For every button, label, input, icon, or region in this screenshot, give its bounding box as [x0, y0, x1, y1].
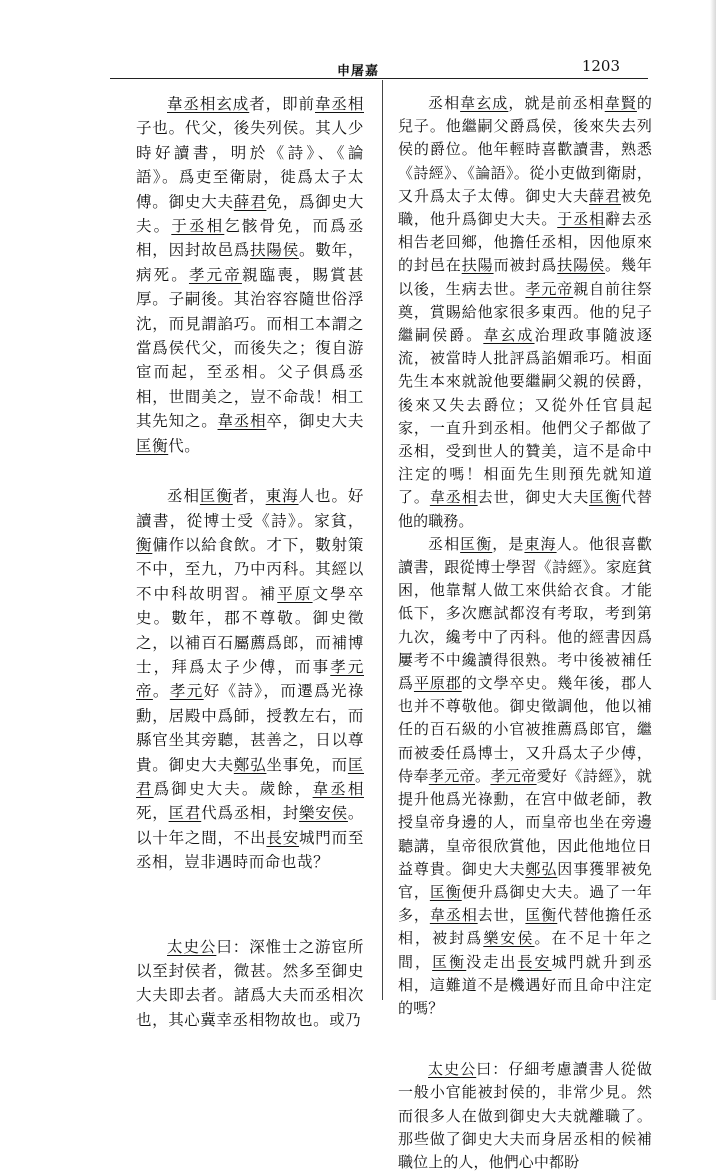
text-run: 愛好《詩經》，就提升他爲光祿勳，在宫中做老師，教授皇帝身邊的人，而皇帝也坐在旁邊聽講，皇帝很欣賞他，因此他地位日益尊貴。御史大夫: [398, 766, 652, 878]
proper-name: 孝元帝: [525, 279, 574, 298]
column-divider: [382, 80, 383, 1000]
text-run: 城門而至丞相，豈非遇時而命也哉？: [136, 828, 364, 872]
proper-name: 東海: [265, 487, 299, 506]
proper-name: 東海: [524, 534, 557, 553]
text-run: 傭作以給食飲。才下，數射策不中，至九，乃中丙科。其經以不中科故明習。補: [136, 535, 364, 603]
text-run: 被免職，他升爲御史大夫。: [398, 186, 653, 229]
text-run: 好《詩》，而遷爲光祿勳，居殿中爲師，授教左右，而縣官坐其旁聽，甚善之，日以尊貴。御史大夫: [136, 682, 364, 774]
proper-name: 匡衡: [432, 952, 467, 971]
proper-name: 扶陽侯: [557, 256, 606, 275]
text-run: 城門就升到丞相，這難道不是機遇好而且命中注定的嗎？: [398, 952, 652, 1017]
text-run: 代。: [168, 436, 201, 455]
proper-name: 長安: [266, 828, 299, 847]
text-run: 的文學卒史。幾年後，郡人也并不尊敬他。御史徵調他，他以補任的百石級的小官被推薦爲郎官，繼而被委任爲博士，又升爲太子少傅，侍奉: [398, 674, 652, 785]
proper-name: 韋丞相: [217, 412, 267, 431]
proper-name: 孝元: [169, 682, 204, 701]
proper-name: 韋丞相: [315, 95, 364, 113]
proper-name: 匡衡: [136, 436, 169, 455]
text-run: 代替他擔任丞相，被封爲: [398, 906, 653, 948]
proper-name: 孝元帝: [188, 265, 242, 284]
proper-name: 太史公: [428, 1060, 477, 1079]
text-run: 卒，御史大夫: [266, 412, 364, 431]
proper-name: 扶陽侯: [250, 241, 299, 260]
text-run: 没走出: [466, 952, 518, 971]
text-run: 親自前往祭奠，賞賜給他家很多東西。他的兒子繼嗣侯爵。: [398, 279, 652, 345]
text-run: 而被封爲: [493, 256, 558, 275]
proper-name: 衡: [136, 535, 153, 554]
proper-name: 于丞相: [557, 210, 606, 229]
text-run: 免，爲御史大夫。: [136, 192, 364, 236]
text-run: 因事獲罪被免官，: [398, 859, 652, 901]
text-run: 乞骸骨免，而爲丞相，因封故邑爲: [136, 217, 364, 260]
proper-name: 鄭弘: [525, 859, 558, 878]
proper-name: 扶陽: [461, 256, 494, 275]
proper-name: 薛君: [589, 186, 621, 205]
text-run: 去世，: [477, 906, 526, 925]
text-run: 曰：深惟士之游宦所以至封侯者，微甚。然多至御史大夫即去者。諸爲大夫而丞相次也，其心冀幸丞相物故也。或乃: [136, 937, 364, 1029]
text-run: 代爲丞相，封: [201, 804, 300, 823]
classical-paragraph-taishigong: [136, 935, 364, 1033]
text-run: 丞相: [428, 94, 461, 112]
proper-name: 樂安侯: [483, 929, 535, 948]
proper-name: 韋丞相: [429, 488, 478, 507]
text-run: 親臨喪，賜賞甚厚。子嗣後。其治容容隨世俗浮沈，而見謂諂巧。而相工本謂之當爲侯代父，而後失之；復自游宦而起，至丞相。父子俱爲丞相，世間美之，豈不命哉！相工其先知之。: [136, 265, 364, 431]
proper-name: 孝元帝: [490, 766, 537, 785]
text-run: 。幾年以後，生病去世。: [398, 256, 652, 298]
text-run: 。以十年之間，不出: [136, 804, 365, 847]
translation-paragraph-kuang-heng: [398, 533, 652, 1020]
proper-name: 匡衡: [589, 488, 621, 507]
text-run: 辭去丞相告老回鄉，他擔任丞相，因他原來的封邑在: [398, 210, 652, 275]
text-run: 便升爲御史大夫。過了一年多，: [398, 882, 653, 925]
proper-name: 于丞相: [171, 217, 225, 236]
proper-name: 鄭弘: [233, 755, 267, 774]
translation-text-column: [398, 92, 652, 1174]
proper-name: 韋丞相玄成: [167, 95, 250, 113]
text-run: 。數年，病死。: [136, 241, 364, 284]
header-rule: [110, 78, 648, 79]
proper-name: 韋丞相: [312, 779, 364, 798]
proper-name: 韋玄成: [483, 326, 535, 345]
text-run: 去世，御史大夫: [477, 488, 590, 507]
text-run: 曰：仔細考慮讀書人從做一般小官能被封侯的，非常少見。然而很多人在做到御史大夫就離職了。那些做了御史大夫而身居丞相的候補職位上的人，他們心中都盼: [398, 1060, 652, 1171]
text-run: 丞相: [428, 534, 461, 553]
paragraph-spacer: [398, 1020, 652, 1058]
text-run: 丞相: [167, 487, 200, 506]
proper-name: 匡衡: [525, 906, 558, 925]
proper-name: 匡君: [136, 755, 365, 798]
text-run: 死，: [136, 804, 169, 823]
proper-name: 平原郡: [413, 674, 462, 693]
running-title: 申屠嘉: [336, 64, 379, 79]
proper-name: 平原: [277, 584, 313, 603]
classical-paragraph-wei-xuancheng: [136, 92, 364, 458]
proper-name: 韋賢: [604, 94, 637, 112]
paragraph-spacer: [136, 458, 364, 484]
text-run: 子也。代父，後失列侯。其人少時好讀書，明於《詩》、《論語》。爲吏至衛尉，徙爲太子太傅。御史大夫: [136, 119, 364, 211]
page-number: 1203: [581, 57, 620, 75]
text-run: 。在不足十年之間，: [398, 929, 652, 971]
text-run: 爲御史大夫。歲餘，: [153, 779, 313, 798]
proper-name: 孝元帝: [428, 766, 475, 785]
text-run: 代替他的職務。: [398, 488, 653, 530]
classical-text-column: [136, 92, 364, 1032]
text-run: 。: [152, 682, 170, 701]
proper-name: 韋玄成: [460, 94, 509, 112]
proper-name: 匡衡: [429, 882, 462, 901]
text-run: 人也。好讀書，從博士受《詩》。家貧，: [136, 487, 364, 530]
text-run: 者，即前: [249, 95, 315, 113]
proper-name: 匡衡: [460, 534, 493, 553]
classical-paragraph-kuang-heng: [136, 484, 364, 875]
proper-name: 長安: [517, 952, 552, 971]
proper-name: 匡君: [168, 804, 202, 823]
proper-name: 太史公: [167, 937, 217, 956]
text-run: 的兒子。他繼嗣父爵爲侯，後來失去列侯的爵位。他年輕時喜歡讀書，熟悉《詩經》、《論語》。從小吏做到衛尉，又升爲太子太傅。御史大夫: [398, 94, 652, 205]
text-run: 坐事免，而: [266, 755, 348, 774]
proper-name: 匡衡: [199, 487, 233, 506]
text-run: 。: [475, 766, 491, 785]
page-edge-shadow: [710, 0, 716, 1000]
translation-paragraph-taishigong: [398, 1058, 652, 1174]
text-run: 者，: [232, 487, 266, 506]
text-run: 治理政事隨波逐流，被當時人批評爲諂媚乖巧。相面先生本來就說他要繼嗣父親的侯爵，後來又失去爵位；又從外任官員起家，一直升到丞相。他們父子都做了丞相，受到世人的贊美，這不是命中注定的嗎！相面先生則預先就知道了。: [398, 326, 652, 507]
translation-paragraph-wei-xuancheng: [398, 92, 652, 533]
proper-name: 薛君: [233, 192, 267, 211]
text-run: ，是: [492, 534, 525, 553]
text-run: 人。他很喜歡讀書，跟從博士學習《詩經》。家庭貧困，他靠幫人做工來供給衣食。才能低下，多次應試都沒有考取，考到第九次，纔考中了丙科。他的經書因爲屢考不中纔讀得很熟。考中後被補任爲: [398, 534, 653, 693]
proper-name: 樂安侯: [299, 804, 348, 823]
proper-name: 韋丞相: [429, 906, 478, 925]
text-run: 文學卒史。數年，郡不尊敬。御史徵之，以補百石屬薦爲郎，而補博士，拜爲太子少傅，而事: [136, 584, 364, 676]
paragraph-spacer: [136, 875, 364, 935]
proper-name: 孝元帝: [136, 657, 364, 701]
text-run: ，就是前丞相: [508, 94, 605, 112]
